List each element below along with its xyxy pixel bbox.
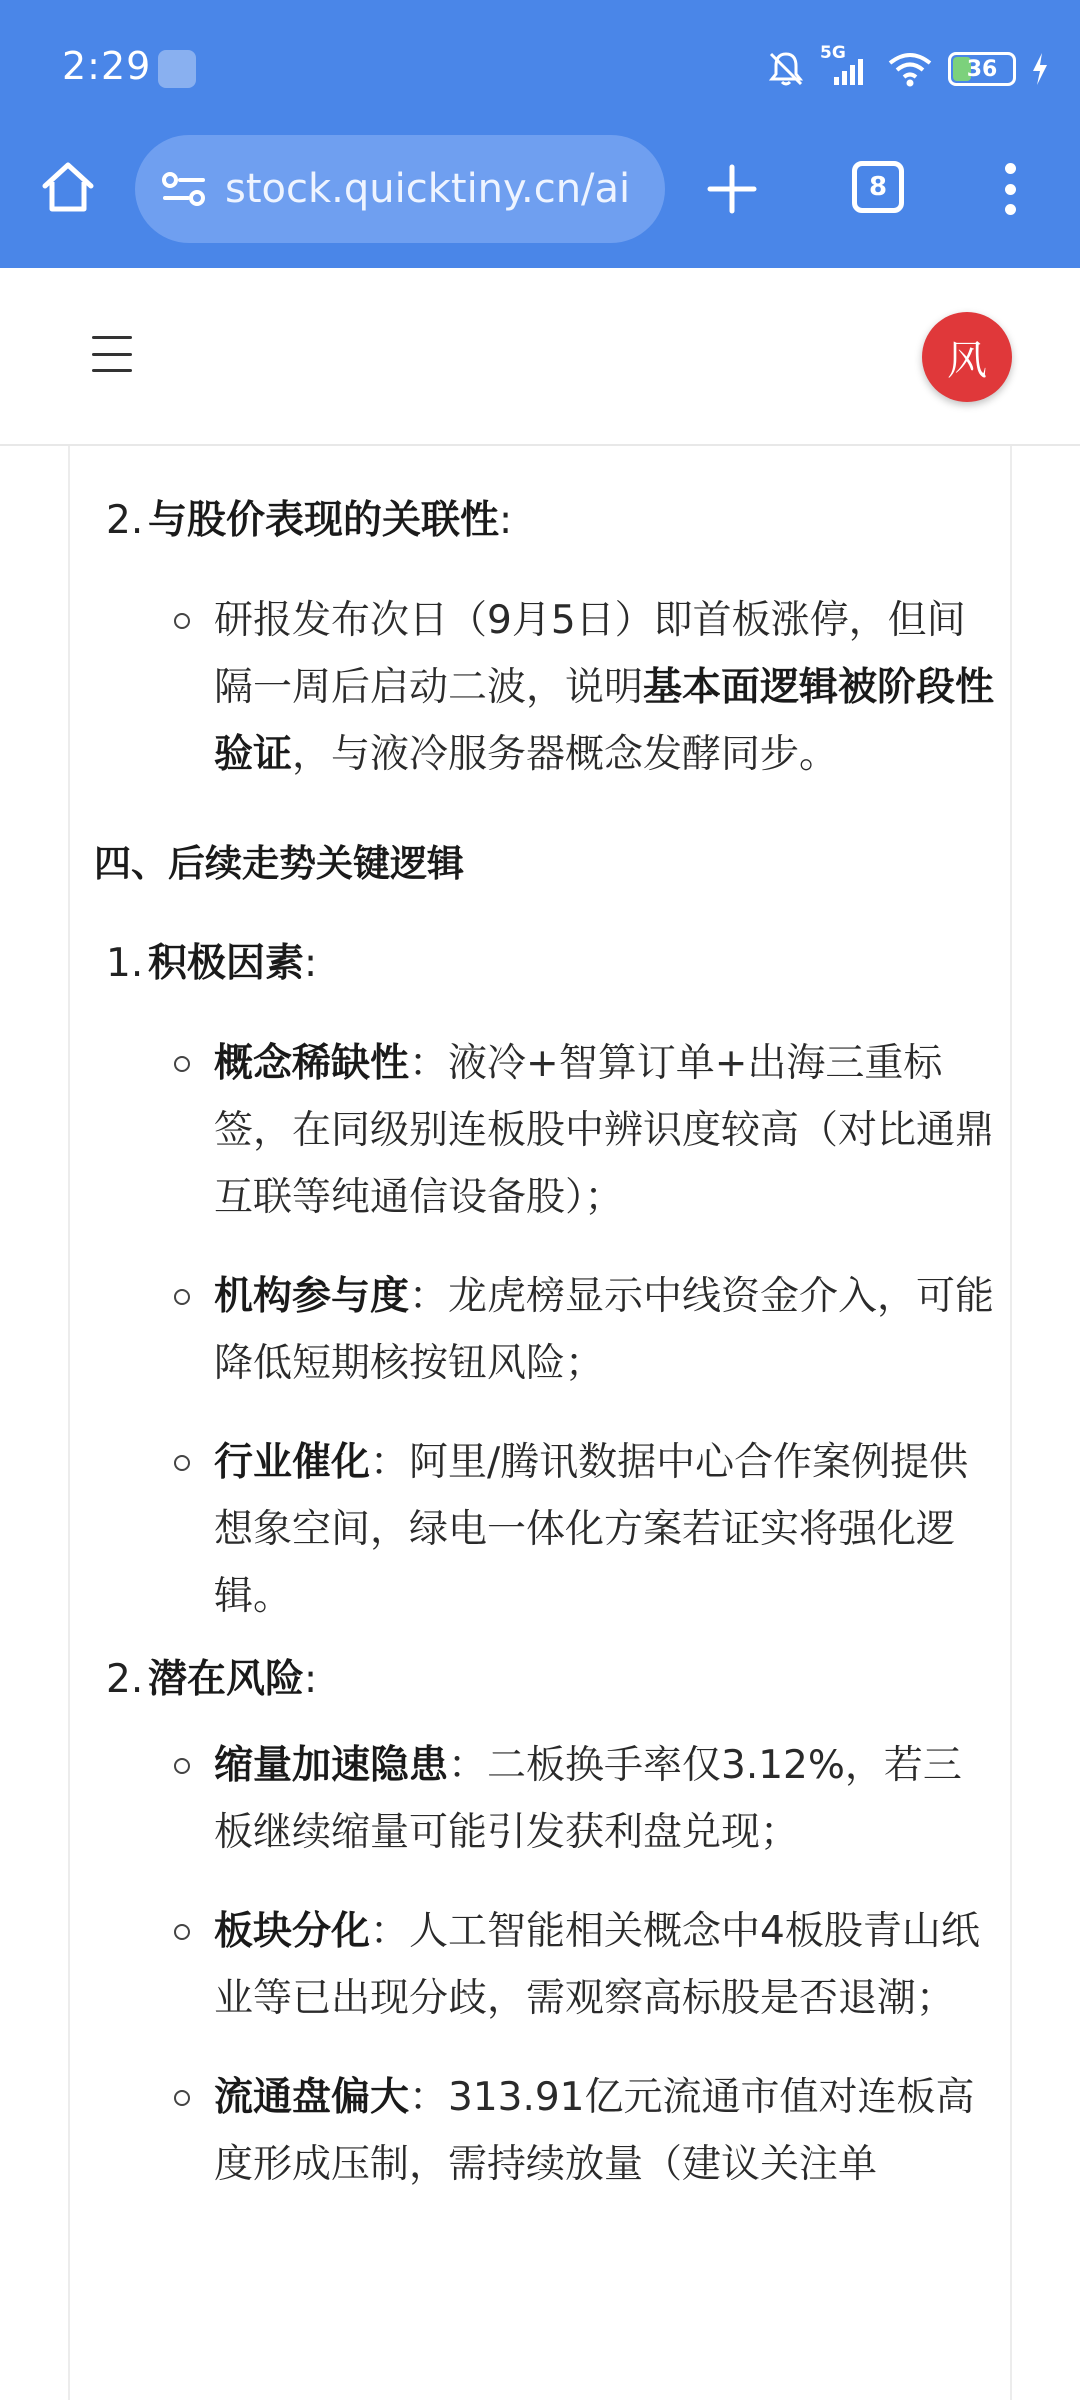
signal-icon [820,43,872,89]
list-title: 积极因素 [148,941,305,986]
list-item-correlation [94,489,998,553]
wrench-icon [158,50,196,88]
status-icons [766,44,1050,94]
new-tab-button[interactable] [700,157,764,221]
bullet-text: ：313.91亿元流通市值对连板高度形成压制，需持续放量（建议关注单 [214,2075,975,2187]
bullet-circle-icon [174,1758,190,1774]
bullet-item [94,1429,998,1630]
tab-count: 8 [868,172,888,202]
list-number: 1. [106,941,144,986]
bullet-circle-icon [174,2090,190,2106]
bullet-circle-icon [174,1924,190,1940]
list-number: 2. [106,498,144,543]
bullet-bold-text: 缩量加速隐患 [214,1743,449,1788]
bullet-text: ，与液冷服务器概念发酵同步。 [292,732,839,777]
list-colon: : [499,498,513,543]
status-bar [0,0,1080,135]
bullet-text: 研报发布次日（9月5日）即首板涨停，但间隔一周后启动二波，说明 [214,598,966,710]
section-heading: 四、后续走势关键逻辑 [94,842,464,885]
bullet-circle-icon [174,1455,190,1471]
wifi-icon [886,49,934,89]
bullet-item [94,587,998,788]
menu-dot-icon [1005,184,1016,195]
home-icon [39,158,97,216]
bullet-item [94,2064,998,2198]
battery-level: 36 [966,56,998,82]
bullet-text: ：阿里/腾讯数据中心合作案例提供想象空间，绿电一体化方案若证实将强化逻辑。 [214,1440,969,1619]
article-body [94,446,998,2198]
battery-icon [948,52,1016,86]
list-item-positive [94,932,998,996]
bullet-text: ：龙虎榜显示中线资金介入，可能降低短期核按钮风险； [214,1274,995,1386]
browser-chrome [0,0,1080,268]
list-colon: : [304,941,318,986]
bullet-text: ：人工智能相关概念中4板股青山纸业等已出现分歧，需观察高标股是否退潮； [214,1909,980,2021]
bullet-item [94,1030,998,1231]
charging-bolt-icon [1030,51,1050,87]
bullet-circle-icon [174,1056,190,1072]
bullet-text: ：二板换手率仅3.12%，若三板继续缩量可能引发获利盘兑现； [214,1743,962,1855]
bullet-circle-icon [174,613,190,629]
list-title: 与股价表现的关联性 [148,498,500,543]
status-time: 2:29 [62,44,152,88]
home-button[interactable] [36,155,100,219]
list-colon: : [304,1657,318,1702]
bullet-item [94,1263,998,1397]
plus-icon [706,163,758,215]
hamburger-menu-icon[interactable] [92,336,132,372]
bullet-item [94,1898,998,2032]
more-menu-button[interactable] [990,157,1030,221]
menu-dot-icon [1005,204,1016,215]
tab-switcher-button[interactable] [852,161,904,213]
network-type: 5G [820,43,846,63]
bullet-bold-text: 流通盘偏大 [214,2075,410,2120]
avatar[interactable]: 风 [922,312,1012,402]
bullet-text: ：液冷+智算订单+出海三重标签，在同级别连板股中辨识度较高（对比通鼎互联等纯通信设备股）； [214,1041,995,1220]
bullet-bold-text: 行业催化 [214,1440,371,1485]
list-title: 潜在风险 [148,1657,305,1702]
bullet-bold-text: 机构参与度 [214,1274,410,1319]
bullet-bold-text: 概念稀缺性 [214,1041,410,1086]
site-settings-icon[interactable] [161,169,207,209]
article-content [68,446,1012,2400]
bullet-bold-text: 板块分化 [214,1909,371,1954]
bullet-item [94,1732,998,1866]
list-number: 2. [106,1657,144,1702]
browser-toolbar [0,135,1080,268]
mute-bell-icon [766,49,806,89]
address-bar[interactable] [135,135,665,243]
url-text: stock.quicktiny.cn/ai [225,166,631,212]
list-item-risks [94,1648,998,1712]
bullet-bold-text: 基本面逻辑被阶段性验证 [214,665,995,777]
menu-dot-icon [1005,163,1016,174]
page-header [0,268,1080,446]
bullet-circle-icon [174,1289,190,1305]
